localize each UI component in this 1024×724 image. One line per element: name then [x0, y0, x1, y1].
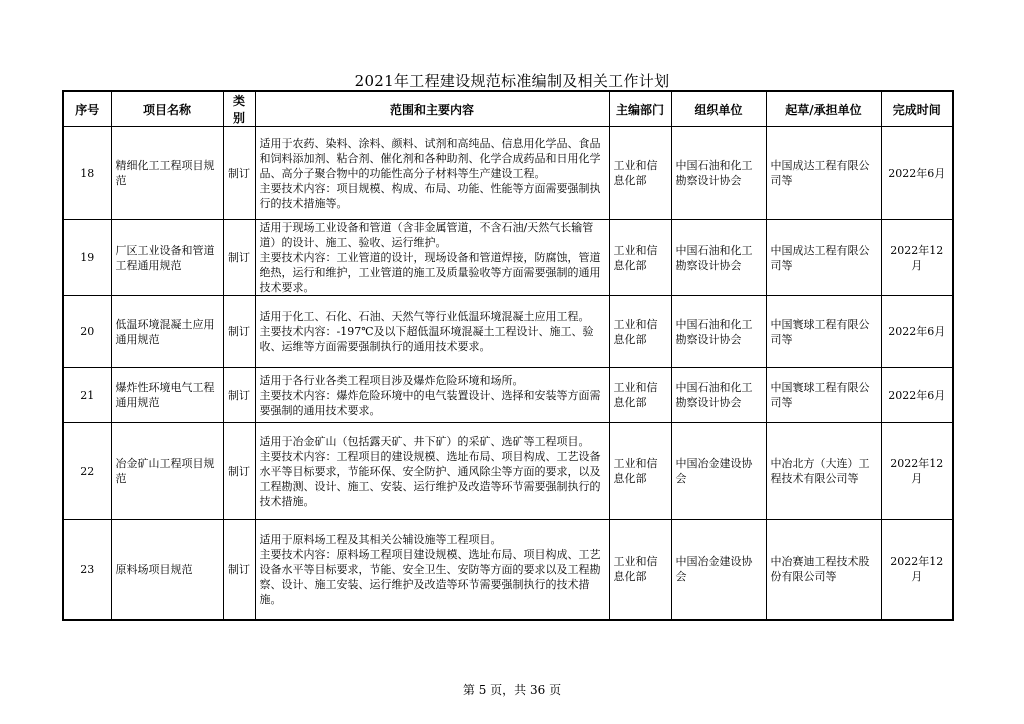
seq-cell: 21	[63, 368, 111, 423]
drafter-cell: 中冶赛迪工程技术股份有限公司等	[766, 520, 881, 620]
drafter-cell: 中冶北方（大连）工程技术有限公司等	[766, 423, 881, 520]
drafter-cell: 中国成达工程有限公司等	[766, 220, 881, 296]
editing-dept-cell: 工业和信息化部	[609, 368, 671, 423]
due-date-cell: 2022年12月	[881, 220, 953, 296]
project-name-cell: 冶金矿山工程项目规范	[111, 423, 223, 520]
editing-dept-cell: 工业和信息化部	[609, 520, 671, 620]
organizer-cell: 中国石油和化工勘察设计协会	[671, 127, 766, 220]
organizer-cell: 中国石油和化工勘察设计协会	[671, 368, 766, 423]
category-cell: 制订	[223, 423, 255, 520]
editing-dept-cell: 工业和信息化部	[609, 220, 671, 296]
header-editing-dept: 主编部门	[609, 91, 671, 127]
category-cell: 制订	[223, 220, 255, 296]
category-cell: 制订	[223, 127, 255, 220]
table-header-row	[63, 91, 953, 127]
due-date-cell: 2022年12月	[881, 520, 953, 620]
table-row	[63, 423, 953, 520]
table-row	[63, 520, 953, 620]
table-row	[63, 220, 953, 296]
scope-cell: 适用于各行业各类工程项目涉及爆炸危险环境和场所。 主要技术内容：爆炸危险环境中的电气装置设计、选择和安装等方面需要强制的通用技术要求。	[255, 368, 609, 423]
seq-cell: 18	[63, 127, 111, 220]
header-organizer: 组织单位	[671, 91, 766, 127]
editing-dept-cell: 工业和信息化部	[609, 296, 671, 368]
table-body	[63, 127, 953, 620]
scope-cell: 适用于农药、染料、涂料、颜料、试剂和高纯品、信息用化学品、食品和饲料添加剂、粘合剂、催化剂和各种助剂、化学合成药品和日用化学品、高分子聚合物中的功能性高分子材料等生产建设工程。 主要技术内容：项目规模、构成、布局、功能、性能等方面需要强制执行的技术措施等。	[255, 127, 609, 220]
scope-cell: 适用于原料场工程及其相关公辅设施等工程项目。 主要技术内容：原料场工程项目建设规模、选址布局、项目构成、工艺设备水平等目标要求，节能、安全卫生、安防等方面的要求以及工程勘察、设计、施工安装、运行维护及改造等环节需要强制执行的技术措施。	[255, 520, 609, 620]
seq-cell: 20	[63, 296, 111, 368]
organizer-cell: 中国石油和化工勘察设计协会	[671, 296, 766, 368]
project-name-cell: 低温环境混凝土应用通用规范	[111, 296, 223, 368]
scope-cell: 适用于现场工业设备和管道（含非金属管道，不含石油/天然气长输管道）的设计、施工、验收、运行维护。 主要技术内容：工业管道的设计，现场设备和管道焊接，防腐蚀，管道绝热，运行和维护，工业管道的施工及质量验收等方面需要强制的通用技术要求。	[255, 220, 609, 296]
drafter-cell: 中国寰球工程有限公司等	[766, 296, 881, 368]
seq-cell: 22	[63, 423, 111, 520]
table-row	[63, 127, 953, 220]
header-drafter: 起草/承担单位	[766, 91, 881, 127]
header-due-date: 完成时间	[881, 91, 953, 127]
due-date-cell: 2022年12月	[881, 423, 953, 520]
project-name-cell: 爆炸性环境电气工程通用规范	[111, 368, 223, 423]
header-seq: 序号	[63, 91, 111, 127]
seq-cell: 19	[63, 220, 111, 296]
due-date-cell: 2022年6月	[881, 127, 953, 220]
table-row	[63, 368, 953, 423]
project-name-cell: 原料场项目规范	[111, 520, 223, 620]
project-name-cell: 厂区工业设备和管道工程通用规范	[111, 220, 223, 296]
due-date-cell: 2022年6月	[881, 368, 953, 423]
organizer-cell: 中国石油和化工勘察设计协会	[671, 220, 766, 296]
header-category: 类别	[223, 91, 255, 127]
organizer-cell: 中国冶金建设协会	[671, 520, 766, 620]
project-name-cell: 精细化工工程项目规范	[111, 127, 223, 220]
category-cell: 制订	[223, 296, 255, 368]
editing-dept-cell: 工业和信息化部	[609, 127, 671, 220]
scope-cell: 适用于化工、石化、石油、天然气等行业低温环境混凝土应用工程。 主要技术内容：-197℃及以下超低温环境混凝土工程设计、施工、验收、运维等方面需要强制执行的通用技术要求。	[255, 296, 609, 368]
page-number: 第 5 页，共 36 页	[462, 683, 562, 697]
organizer-cell: 中国冶金建设协会	[671, 423, 766, 520]
table-row	[63, 296, 953, 368]
category-cell: 制订	[223, 368, 255, 423]
editing-dept-cell: 工业和信息化部	[609, 423, 671, 520]
header-project-name: 项目名称	[111, 91, 223, 127]
scope-cell: 适用于冶金矿山（包括露天矿、井下矿）的采矿、选矿等工程项目。 主要技术内容：工程项目的建设规模、选址布局、项目构成、工艺设备水平等目标要求，节能环保、安全防护、通风除尘等方面的要求，以及工程勘测、设计、施工、安装、运行维护及改造等环节需要强制执行的技术措施。	[255, 423, 609, 520]
document-title: 2021年工程建设规范标准编制及相关工作计划	[354, 72, 670, 90]
drafter-cell: 中国成达工程有限公司等	[766, 127, 881, 220]
category-cell: 制订	[223, 520, 255, 620]
seq-cell: 23	[63, 520, 111, 620]
due-date-cell: 2022年6月	[881, 296, 953, 368]
work-plan-table	[62, 90, 954, 621]
drafter-cell: 中国寰球工程有限公司等	[766, 368, 881, 423]
header-scope: 范围和主要内容	[255, 91, 609, 127]
